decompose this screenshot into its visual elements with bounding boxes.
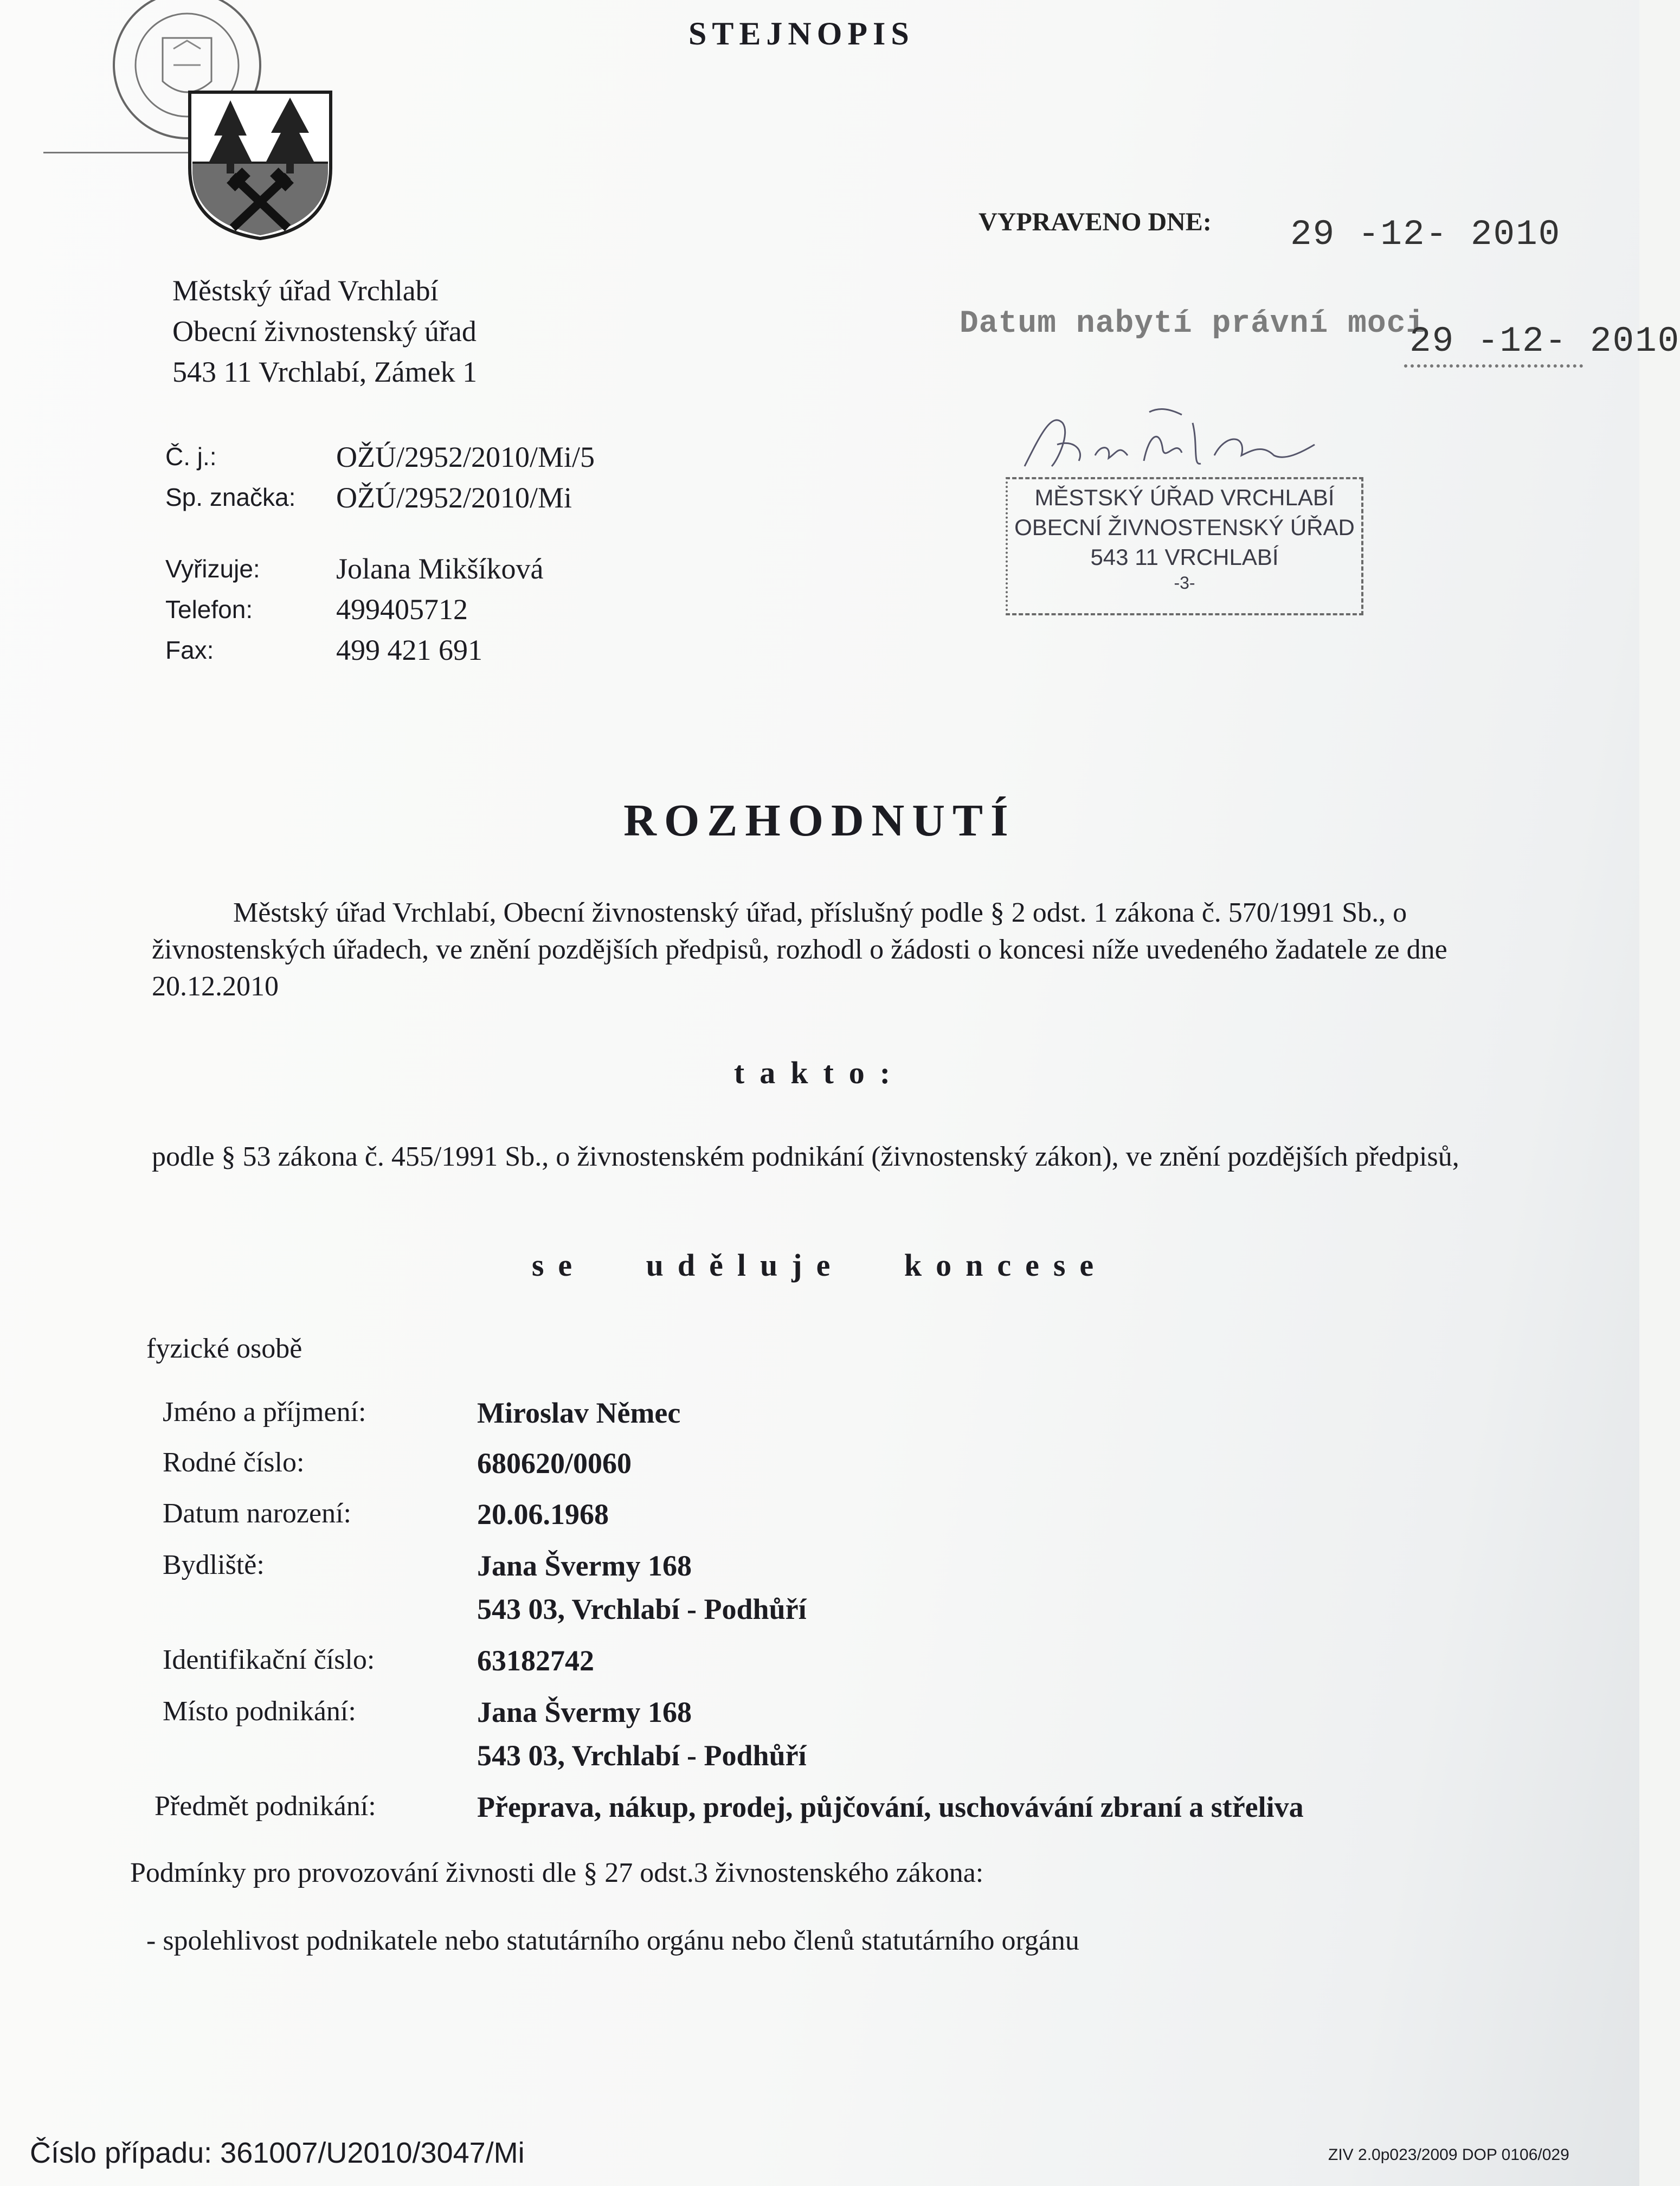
office-department: Obecní živnostenský úřad (172, 315, 477, 348)
office-rectangular-stamp (1006, 477, 1363, 615)
decision-intro (152, 895, 1507, 1005)
legal-force-date: 29 -12- 2010 (1409, 321, 1680, 362)
condition-item: - spolehlivost podnikatele nebo statutárního orgánu nebo členů statutárního orgánu (146, 1925, 1079, 1956)
dispatched-date: 29 -12- 2010 (1290, 214, 1561, 255)
decision-title: ROZHODNUTÍ (623, 795, 1016, 846)
office-address: 543 11 Vrchlabí, Zámek 1 (172, 356, 478, 388)
residence-city: 543 03, Vrchlabí - Podhůří (477, 1593, 807, 1625)
phone-value: 499405712 (336, 593, 468, 626)
takto-heading: takto: (733, 1055, 906, 1090)
reference-number-label: Č. j.: (165, 442, 217, 471)
business-place-city: 543 03, Vrchlabí - Podhůří (477, 1739, 807, 1772)
business-subject-label: Předmět podnikání: (155, 1791, 376, 1822)
handler-value: Jolana Mikšíková (336, 552, 544, 585)
coat-of-arms (179, 81, 342, 244)
phone-label: Telefon: (165, 595, 253, 623)
business-place-label: Místo podnikání: (163, 1696, 356, 1727)
residence-label: Bydliště: (163, 1550, 265, 1580)
birth-date-value: 20.06.1968 (477, 1498, 609, 1531)
recipient-type: fyzické osobě (146, 1333, 302, 1364)
decision-intro-text: Městský úřad Vrchlabí, Obecní živnostenský úřad, příslušný podle § 2 odst. 1 zákona č. 570/1991 Sb., o živnostenských úřadech, ve znění pozdějších předpisů, rozhodl o žádosti o koncesi níže uvedeného žadatele ze dne 20.12.2010 (152, 897, 1447, 1002)
business-place-street: Jana Švermy 168 (477, 1696, 692, 1728)
case-number: Číslo případu: 361007/U2010/3047/Mi (30, 2137, 525, 2169)
stamp-line-number: -3- (1174, 573, 1195, 593)
birth-date-label: Datum narození: (163, 1498, 351, 1529)
grant-heading: se uděluje koncese (531, 1248, 1108, 1283)
office-name: Městský úřad Vrchlabí (172, 274, 439, 307)
document-header: STEJNOPIS (688, 16, 915, 52)
handler-label: Vyřizuje: (165, 555, 260, 583)
fax-value: 499 421 691 (336, 634, 482, 666)
form-code: ZIV 2.0p023/2009 DOP 0106/029 (1328, 2146, 1569, 2164)
file-mark-label: Sp. značka: (165, 483, 296, 511)
legal-force-label: Datum nabytí právní moci (960, 306, 1426, 342)
birth-number-label: Rodné číslo: (163, 1447, 305, 1478)
business-subject-value: Přeprava, nákup, prodej, půjčování, uschovávání zbraní a střeliva (477, 1791, 1304, 1823)
stamp-line-department: OBECNÍ ŽIVNOSTENSKÝ ÚŘAD (1014, 515, 1355, 540)
legal-basis: podle § 53 zákona č. 455/1991 Sb., o živnostenském podnikání (živnostenský zákon), ve znění pozdějších předpisů, (152, 1141, 1459, 1172)
file-mark-value: OŽÚ/2952/2010/Mi (336, 481, 572, 514)
stamp-line-city: 543 11 VRCHLABÍ (1090, 544, 1279, 570)
id-number-value: 63182742 (477, 1644, 594, 1677)
handwritten-signature (1019, 401, 1323, 477)
dispatched-label: VYPRAVENO DNE: (979, 208, 1212, 236)
id-number-label: Identifikační číslo: (163, 1644, 375, 1675)
conditions-heading: Podmínky pro provozování živnosti dle § 27 odst.3 živnostenského zákona: (130, 1857, 984, 1888)
residence-street: Jana Švermy 168 (477, 1550, 692, 1582)
name-label: Jméno a příjmení: (163, 1397, 366, 1428)
legal-force-dotted-line (1404, 364, 1583, 368)
name-value: Miroslav Němec (477, 1397, 681, 1429)
stamp-line-office: MĚSTSKÝ ÚŘAD VRCHLABÍ (1034, 485, 1335, 510)
birth-number-value: 680620/0060 (477, 1447, 632, 1480)
reference-number-value: OŽÚ/2952/2010/Mi/5 (336, 441, 595, 473)
fax-label: Fax: (165, 636, 214, 664)
